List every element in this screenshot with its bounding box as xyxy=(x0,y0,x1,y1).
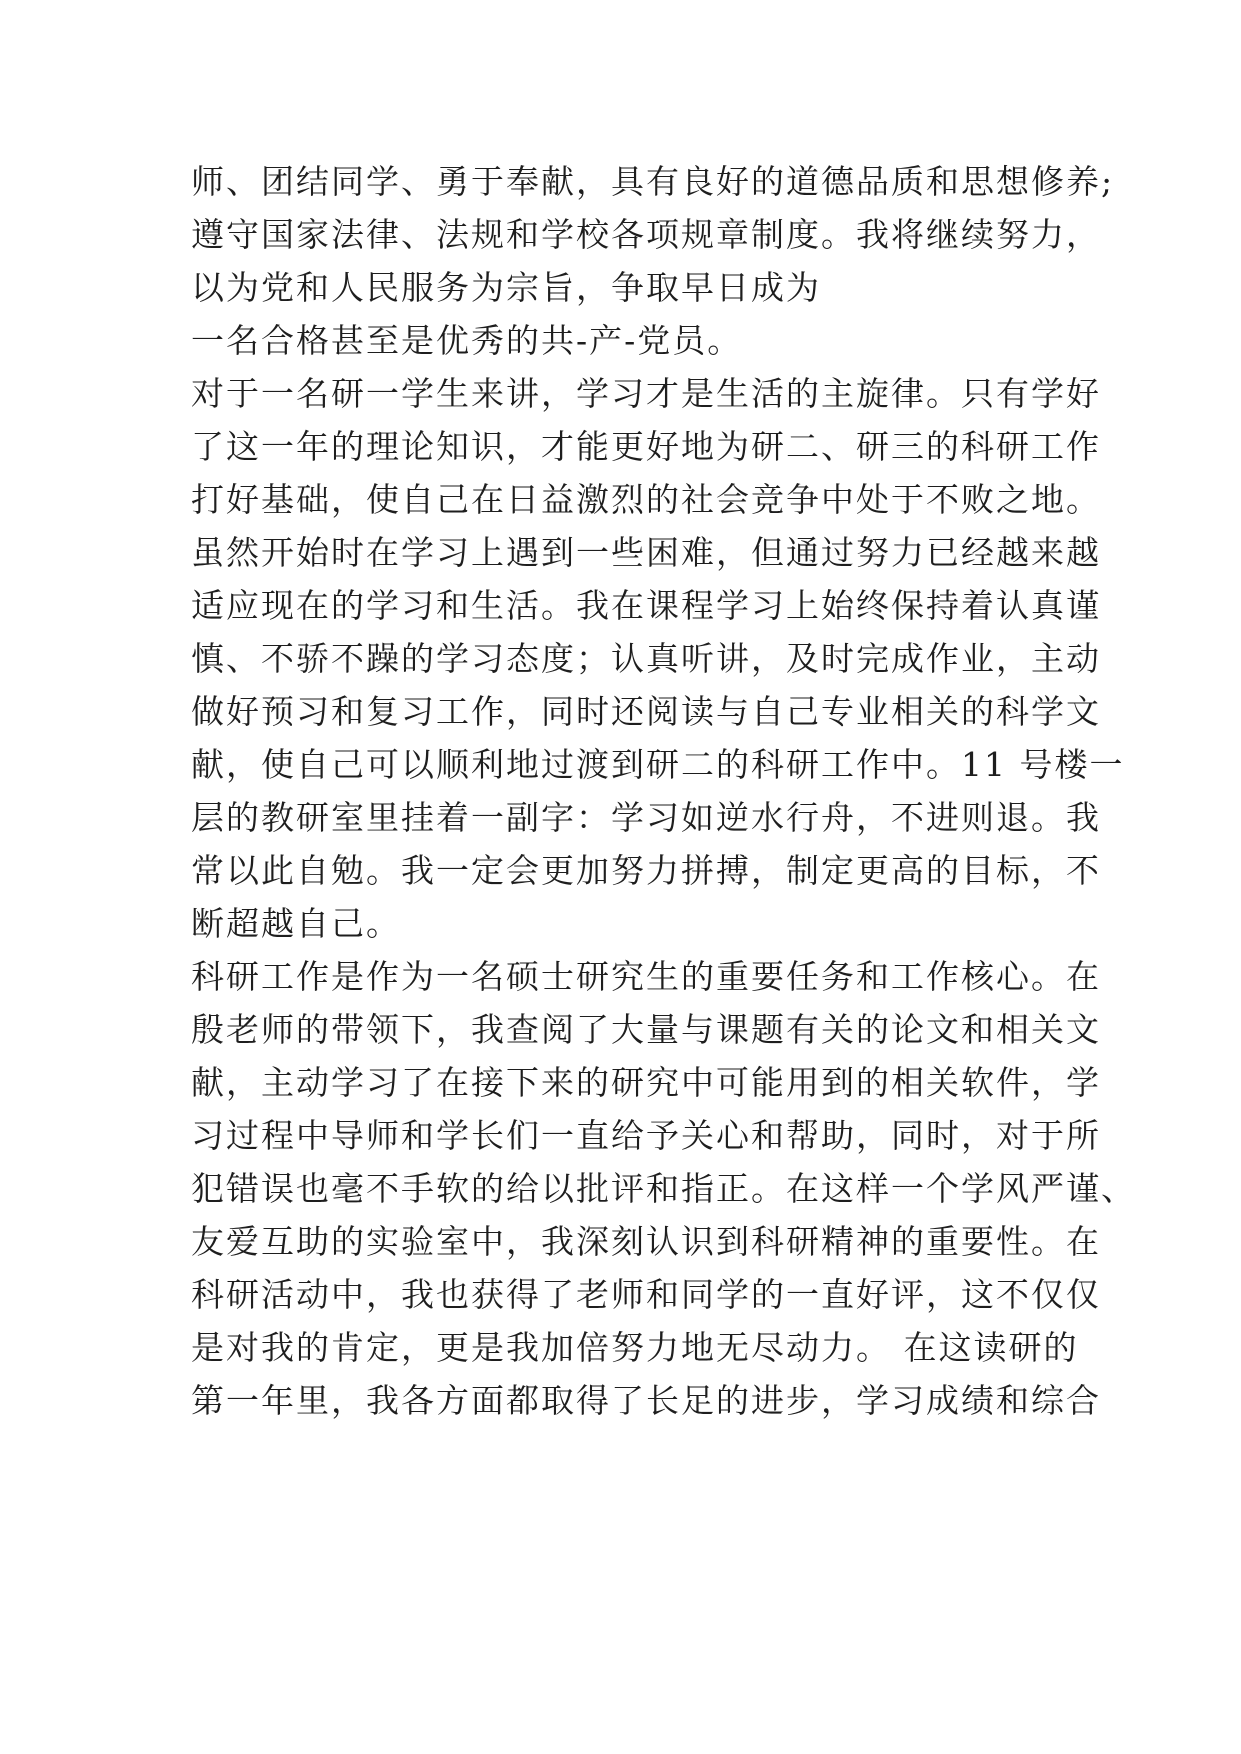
text-line: 打好基础，使自己在日益激烈的社会竞争中处于不败之地。 xyxy=(191,480,1101,519)
text-line: 献，使自己可以顺利地过渡到研二的科研工作中。11 号楼一 xyxy=(191,745,1125,784)
text-line: 是对我的肯定，更是我加倍努力地无尽动力。 在这读研的 xyxy=(191,1328,1079,1367)
text-line: 殷老师的带领下，我查阅了大量与课题有关的论文和相关文 xyxy=(191,1010,1101,1049)
text-line: 常以此自勉。我一定会更加努力拼搏，制定更高的目标，不 xyxy=(191,851,1101,890)
text-line: 了这一年的理论知识，才能更好地为研二、研三的科研工作 xyxy=(191,427,1101,466)
text-line: 慎、不骄不躁的学习态度；认真听讲，及时完成作业，主动 xyxy=(191,639,1101,678)
text-line: 虽然开始时在学习上遇到一些困难，但通过努力已经越来越 xyxy=(191,533,1101,572)
text-line: 断超越自己。 xyxy=(191,904,401,943)
text-line: 科研活动中，我也获得了老师和同学的一直好评，这不仅仅 xyxy=(191,1275,1101,1314)
text-line: 以为党和人民服务为宗旨，争取早日成为 xyxy=(191,268,821,307)
text-line: 遵守国家法律、法规和学校各项规章制度。我将继续努力， xyxy=(191,215,1101,254)
text-line: 师、团结同学、勇于奉献，具有良好的道德品质和思想修养; xyxy=(191,162,1115,201)
text-line: 层的教研室里挂着一副字：学习如逆水行舟，不进则退。我 xyxy=(191,798,1101,837)
text-line: 友爱互助的实验室中，我深刻认识到科研精神的重要性。在 xyxy=(191,1222,1101,1261)
text-line: 献，主动学习了在接下来的研究中可能用到的相关软件，学 xyxy=(191,1063,1101,1102)
text-line: 第一年里，我各方面都取得了长足的进步，学习成绩和综合 xyxy=(191,1381,1101,1420)
text-line: 适应现在的学习和生活。我在课程学习上始终保持着认真谨 xyxy=(191,586,1101,625)
text-line: 习过程中导师和学长们一直给予关心和帮助，同时，对于所 xyxy=(191,1116,1101,1155)
text-line: 科研工作是作为一名硕士研究生的重要任务和工作核心。在 xyxy=(191,957,1101,996)
text-line: 犯错误也毫不手软的给以批评和指正。在这样一个学风严谨、 xyxy=(191,1169,1136,1208)
text-line: 对于一名研一学生来讲，学习才是生活的主旋律。只有学好 xyxy=(191,374,1101,413)
text-line: 一名合格甚至是优秀的共-产-党员。 xyxy=(191,321,743,360)
text-line: 做好预习和复习工作，同时还阅读与自己专业相关的科学文 xyxy=(191,692,1101,731)
